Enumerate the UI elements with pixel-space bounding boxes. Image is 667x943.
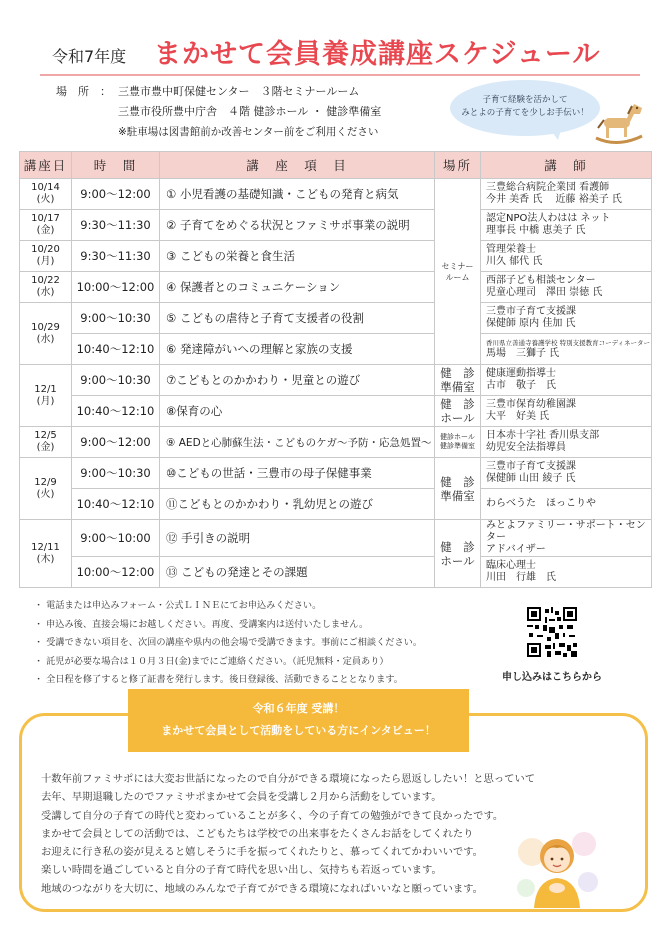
time-cell: 10:40～12:10 xyxy=(72,489,160,520)
date-cell: 10/29 (水) xyxy=(20,303,72,365)
time-cell: 9:30～11:30 xyxy=(72,241,160,272)
lecturer-cell: 管理栄養士 川久 郁代 氏 xyxy=(481,241,652,272)
lecturer-cell: 三豊市子育て支援課 保健師 原内 佳加 氏 xyxy=(481,303,652,334)
interview-line: お迎えに行き私の姿が見えると嬉しそうに手を振ってくれたりと、慕ってくれてかわいいです。 xyxy=(41,846,483,859)
table-row xyxy=(20,179,652,210)
interview-head-1: 令和６年度 受講！ xyxy=(252,702,345,715)
topic-cell: ⑪こどもとのかかわり・乳幼児との遊び xyxy=(160,489,435,520)
table-row xyxy=(20,396,652,427)
interview-line: 受講して自分の子育ての時代と変わっていることが多く、今の子育ての勉強ができて良かったです。 xyxy=(41,809,504,822)
note-item: ・ 申込み後、直接会場にお越しください。再度、受講案内は送付いたしません。 xyxy=(34,618,369,630)
qr-code-icon[interactable] xyxy=(527,607,577,657)
parking-note: ※駐車場は図書館前か改善センター前をご利用ください xyxy=(118,126,379,138)
col-topic: 講 座 項 目 xyxy=(160,152,435,179)
topic-cell: ⑨ AEDと心肺蘇生法・こどものケガ～予防・応急処置～ xyxy=(160,427,435,458)
topic-cell: ⑦こどもとのかかわり・児童との遊び xyxy=(160,365,435,396)
topic-cell: ⑫ 手引きの説明 xyxy=(160,520,435,557)
woman-illustration-icon xyxy=(512,822,602,908)
interview-text xyxy=(41,770,535,898)
venue-label: 場 所 ： xyxy=(56,85,111,98)
time-cell: 10:40～12:10 xyxy=(72,334,160,365)
interview-line: 十数年前ファミサポには大変お世話になったので自分ができる環境になったら恩返ししたい！と思っていて xyxy=(41,773,536,785)
table-row xyxy=(20,241,652,272)
topic-cell: ① 小児看護の基礎知識・こどもの発育と病気 xyxy=(160,179,435,210)
time-cell: 10:40～12:10 xyxy=(72,396,160,427)
lecturer-cell: 認定NPO法人わはは ネット 理事長 中橋 恵美子 氏 xyxy=(481,210,652,241)
time-cell: 9:00～12:00 xyxy=(72,427,160,458)
topic-cell: ⑩こどもの世話・三豊市の母子保健事業 xyxy=(160,458,435,489)
lecturer-cell: みとよファミリー・サポート・センター アドバイザー xyxy=(481,520,652,557)
qr-label: 申し込みはこちらから xyxy=(502,672,602,683)
note-item: ・ 全日程を修了すると修了証書を発行します。後日登録後、活動できることとなります。 xyxy=(34,674,403,685)
col-place: 場所 xyxy=(435,152,481,179)
date-cell: 12/5 (金) xyxy=(20,427,72,458)
table-row xyxy=(20,210,652,241)
venue-line-1: 三豊市豊中町保健センター ３階セミナールーム xyxy=(118,85,360,98)
col-lecturer: 講 師 xyxy=(481,152,652,179)
lecturer-cell: わらべうた ほっこりや xyxy=(481,489,652,520)
table-row xyxy=(20,489,652,520)
topic-cell: ⑤ こどもの虐待と子育て支援者の役割 xyxy=(160,303,435,334)
date-cell: 12/9 (火) xyxy=(20,458,72,520)
lecturer-cell: 三豊市保育幼稚園課 大平 好美 氏 xyxy=(481,396,652,427)
topic-cell: ② 子育てをめぐる状況とファミサポ事業の説明 xyxy=(160,210,435,241)
place-cell: セミナー ルーム xyxy=(435,179,481,365)
rocking-horse-icon xyxy=(590,98,646,148)
fiscal-year: 令和7年度 xyxy=(52,47,127,66)
interview-line: 楽しい時間を過ごしていると自分の子育て時代を思い出し、気持ちも若返っています。 xyxy=(41,864,442,877)
lecturer-cell: 健康運動指導士 古市 敬子 氏 xyxy=(481,365,652,396)
table-header-row xyxy=(20,152,652,179)
table-row xyxy=(20,458,652,489)
speech-bubble xyxy=(450,80,600,136)
place-cell: 健 診 準備室 xyxy=(435,365,481,396)
time-cell: 9:00～10:00 xyxy=(72,520,160,557)
col-time: 時 間 xyxy=(72,152,160,179)
topic-cell: ⑬ こどもの発達とその課題 xyxy=(160,557,435,588)
note-item: ・ 受講できない項目を、次回の講座や県内の他会場で受講できます。事前にご相談ください。 xyxy=(34,637,423,648)
topic-cell: ⑧保育の心 xyxy=(160,396,435,427)
lecturer-cell: 西部子ども相談センター 児童心理司 澤田 崇徳 氏 xyxy=(481,272,652,303)
bubble-line-1: 子育て経験を活かして xyxy=(482,95,568,105)
table-row xyxy=(20,272,652,303)
bubble-tail xyxy=(548,126,562,140)
place-cell: 健 診 ホール xyxy=(435,520,481,588)
lecturer-cell: 三豊市子育て支援課 保健師 山田 綾子 氏 xyxy=(481,458,652,489)
table-row xyxy=(20,365,652,396)
interview-line: まかせて会員としての活動では、こどもたちは学校での出来事をたくさんお話をしてくれたり xyxy=(41,827,474,840)
table-row xyxy=(20,520,652,557)
place-cell: 健診ホール 健診準備室 xyxy=(435,427,481,458)
bubble-line-2: みとよの子育てを少しお手伝い！ xyxy=(461,108,589,118)
table-row xyxy=(20,303,652,334)
title-bar xyxy=(40,30,640,76)
time-cell: 9:00～10:30 xyxy=(72,458,160,489)
note-item: ・ 電話または申込みフォーム・公式ＬＩＮＥにてお申込みください。 xyxy=(34,600,322,611)
date-cell: 10/22 (水) xyxy=(20,272,72,303)
place-cell: 健 診 ホール xyxy=(435,396,481,427)
time-cell: 10:00～12:00 xyxy=(72,557,160,588)
date-cell: 10/20 (月) xyxy=(20,241,72,272)
table-row xyxy=(20,427,652,458)
time-cell: 9:00～12:00 xyxy=(72,179,160,210)
note-item: ・ 託児が必要な場合は１０月３日(金)までにご連絡ください。（託児無料・定員あり） xyxy=(34,655,389,667)
table-row xyxy=(20,557,652,588)
lecturer-cell: 臨床心理士 川田 行雄 氏 xyxy=(481,557,652,588)
date-cell: 12/1 (月) xyxy=(20,365,72,427)
interview-head-2: まかせて会員として活動をしている方にインタビュー！ xyxy=(161,724,436,737)
venue-line-2: 三豊市役所豊中庁舎 ４階 健診ホール ・ 健診準備室 xyxy=(118,105,382,118)
date-cell: 12/11 (木) xyxy=(20,520,72,588)
lecturer-cell: 日本赤十字社 香川県支部 幼児安全法指導員 xyxy=(481,427,652,458)
lecturer-cell: 三豊総合病院企業団 看護師 今井 美香 氏 近藤 裕美子 氏 xyxy=(481,179,652,210)
time-cell: 9:00～10:30 xyxy=(72,365,160,396)
interview-header xyxy=(128,689,469,752)
notes-list xyxy=(34,597,422,690)
time-cell: 10:00～12:00 xyxy=(72,272,160,303)
interview-line: 去年、早期退職したのでファミサポまかせて会員を受講し２月から活動をしています。 xyxy=(41,791,442,804)
topic-cell: ⑥ 発達障がいへの理解と家族の支援 xyxy=(160,334,435,365)
time-cell: 9:30～11:30 xyxy=(72,210,160,241)
schedule-table xyxy=(19,151,652,588)
time-cell: 9:00～10:30 xyxy=(72,303,160,334)
table-row xyxy=(20,334,652,365)
interview-line: 地域のつながりを大切に、地域のみんなで子育てができる環境になればいいなと願っています。 xyxy=(41,882,483,895)
lecturer-cell: 香川県立善通寺養護学校 特別支援教育コーディネーター 馬場 三獅子 氏 xyxy=(481,334,652,365)
col-date: 講座日 xyxy=(20,152,72,179)
place-cell: 健 診 準備室 xyxy=(435,458,481,520)
topic-cell: ③ こどもの栄養と食生活 xyxy=(160,241,435,272)
date-cell: 10/17 (金) xyxy=(20,210,72,241)
date-cell: 10/14 (火) xyxy=(20,179,72,210)
topic-cell: ④ 保護者とのコミュニケーション xyxy=(160,272,435,303)
page-title: まかせて会員養成講座スケジュール xyxy=(154,39,601,70)
